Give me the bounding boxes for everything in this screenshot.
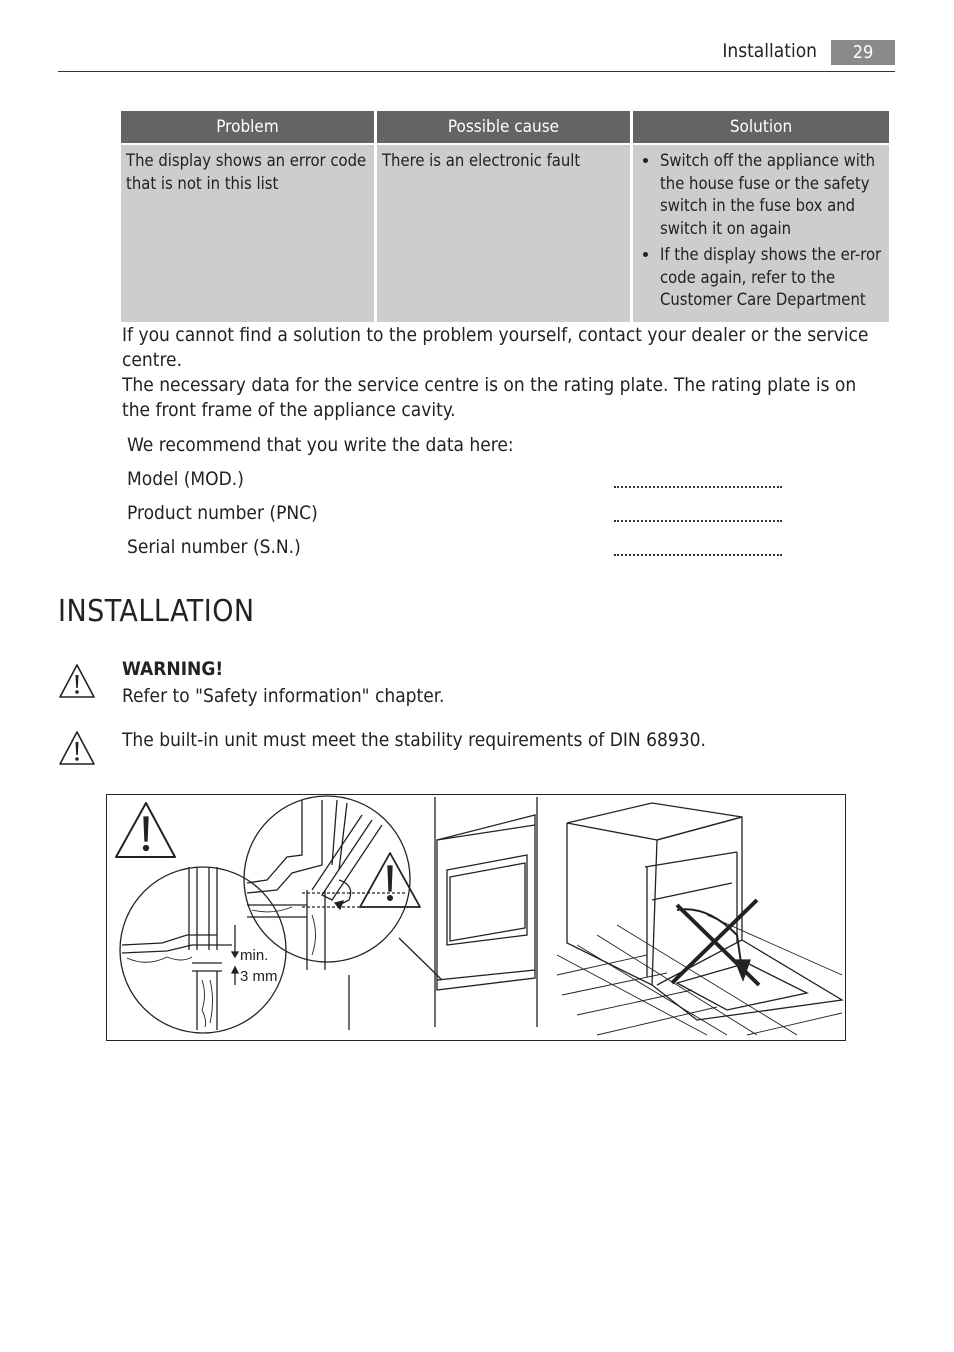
warning-heading: WARNING! (122, 658, 224, 680)
cell-problem: The display shows an error code that is not in this list (121, 145, 374, 322)
record-field-model: Model (MOD.) (127, 468, 244, 490)
header-section-title: Installation (722, 40, 817, 62)
rating-plate-paragraph: The necessary data for the service centre is on the rating plate. The rating plate is on the front frame of the appliance cavity. (122, 374, 857, 421)
dimension-label-value: 3 mm (240, 968, 278, 985)
solution-list (638, 150, 883, 312)
warning-text: Refer to "Safety information" chapter. (122, 685, 445, 707)
page-number: 29 (831, 40, 895, 65)
warning-triangle-icon (360, 853, 420, 907)
column-header-cause: Possible cause (377, 111, 630, 145)
record-blank-pnc (614, 519, 782, 522)
warning-triangle-icon (58, 663, 96, 699)
warning-triangle-icon (116, 803, 175, 857)
column-header-solution: Solution (633, 111, 889, 145)
stability-text: The built-in unit must meet the stability requirements of DIN 68930. (122, 729, 706, 751)
solution-item: • If the display shows the er-ror code again, refer to the Customer Care Department (660, 244, 883, 312)
cell-solution (633, 145, 889, 322)
record-blank-model (614, 485, 782, 488)
table-row (121, 145, 889, 322)
installation-illustration (106, 794, 846, 1041)
record-field-pnc: Product number (PNC) (127, 502, 318, 524)
installation-drawing (107, 795, 847, 1042)
cell-cause: There is an electronic fault (377, 145, 630, 322)
troubleshooting-table (118, 111, 892, 322)
detail-circle-right (244, 796, 410, 962)
record-blank-serial (614, 553, 782, 556)
warning-triangle-icon (58, 730, 96, 766)
solution-item: • Switch off the appliance with the house fuse or the safety switch in the fuse box and switch it on again (660, 150, 883, 240)
record-intro: We recommend that you write the data here: (127, 434, 514, 456)
page-header (58, 38, 895, 72)
contact-paragraph: If you cannot find a solution to the problem yourself, contact your dealer or the service centre. (122, 324, 869, 371)
section-title: INSTALLATION (58, 594, 255, 629)
column-header-problem: Problem (121, 111, 374, 145)
record-field-serial: Serial number (S.N.) (127, 536, 301, 558)
dimension-label-min: min. (240, 947, 269, 964)
table-header-row (121, 111, 889, 145)
